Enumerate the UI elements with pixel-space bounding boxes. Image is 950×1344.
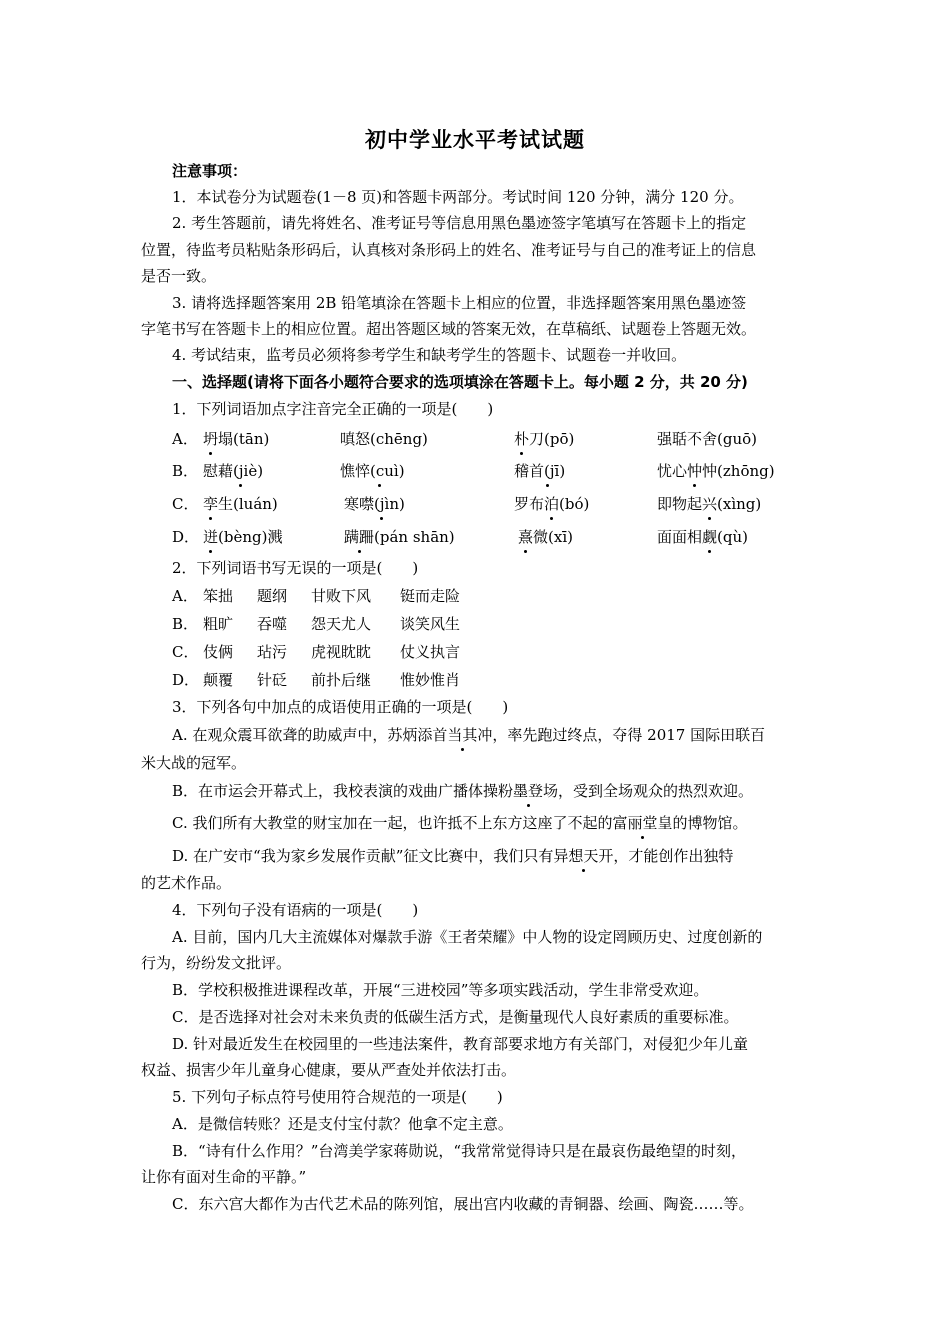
q3-c-idiom: 富丽堂皇 bbox=[612, 814, 673, 832]
q2-b-w2: 吞噬 bbox=[257, 615, 288, 633]
q2-d-w4: 惟妙惟肖 bbox=[400, 671, 461, 689]
q2-b-label: B． bbox=[172, 615, 199, 633]
q1-d-label: D． bbox=[172, 528, 200, 546]
q2-b-w4: 谈笑风生 bbox=[400, 615, 461, 633]
dotted-char: 兴 bbox=[702, 495, 718, 513]
word-rest: (pán shān) bbox=[374, 528, 455, 546]
q2-d-label: D． bbox=[172, 671, 200, 689]
q1-c-2 bbox=[344, 493, 405, 515]
q2-b-w1: 粗旷 bbox=[203, 615, 234, 633]
dotted-chars: 蹒跚 bbox=[344, 528, 375, 546]
word-rest: (xìng) bbox=[717, 495, 762, 513]
q3-stem: 3．下列各句中加点的成语使用正确的一项是( ) bbox=[172, 698, 509, 716]
word-rest: 忡(zhōng) bbox=[702, 462, 775, 480]
section-1-heading: 一、选择题(请将下面各小题符合要求的选项填涂在答题卡上。每小题 2 分，共 20 分) bbox=[172, 373, 748, 391]
q1-d-4 bbox=[657, 526, 748, 548]
q3-a-idiom: 首当其冲 bbox=[432, 726, 493, 744]
dotted-char: 首(jī) bbox=[529, 462, 566, 480]
q1-a-1 bbox=[203, 428, 269, 450]
q2-a-w2: 题纲 bbox=[257, 587, 288, 605]
q1-b-2 bbox=[340, 460, 405, 482]
q1-stem: 1．下列词语加点字注音完全正确的一项是( ) bbox=[172, 400, 494, 418]
word-part: 慰 bbox=[203, 462, 219, 480]
q3-b-text-2: ，受到全场观众的热烈欢迎。 bbox=[558, 782, 754, 800]
dotted-char: 噤(jìn) bbox=[359, 495, 405, 513]
note-2b: 位置，待监考员粘贴条形码后，认真核对条形码上的姓名、准考证号与自己的准考证上的信息 bbox=[141, 241, 757, 259]
q2-a-w1: 笨拙 bbox=[203, 587, 234, 605]
q1-c-label: C． bbox=[172, 495, 199, 513]
notes-heading: 注意事项： bbox=[172, 162, 248, 180]
q5-c: C．东六宫大都作为古代艺术品的陈列馆，展出宫内收藏的青铜器、绘画、陶瓷……等。 bbox=[172, 1195, 754, 1213]
q2-d-w2: 针砭 bbox=[257, 671, 288, 689]
q2-a-w3: 甘败下风 bbox=[311, 587, 372, 605]
q3-d-text: D. 在广安市“我为家乡发展作贡献”征文比赛中，我们只有 bbox=[172, 847, 554, 865]
note-1: 1．本试卷分为试题卷(1－8 页)和答题卡两部分。考试时间 120 分钟，满分 120 分。 bbox=[172, 188, 744, 206]
q1-a-label: A． bbox=[172, 430, 198, 448]
q4-d-cont: 权益、损害少年儿童身心健康，要从严查处并依法打击。 bbox=[141, 1061, 517, 1079]
q2-b-w3: 怨天尤人 bbox=[311, 615, 372, 633]
dotted-char: 觑 bbox=[702, 528, 718, 546]
q3-a bbox=[172, 724, 852, 746]
note-4: 4. 考试结束，监考员必须将参考学生和缺考学生的答题卡、试题卷一并收回。 bbox=[172, 346, 687, 364]
word-rest: 生(luán) bbox=[218, 495, 278, 513]
q2-a-label: A． bbox=[172, 587, 198, 605]
q1-c-1 bbox=[203, 493, 278, 515]
q2-stem: 2．下列词语书写无误的一项是( ) bbox=[172, 559, 419, 577]
q1-d-1 bbox=[203, 526, 282, 548]
q1-b-label: B． bbox=[172, 462, 199, 480]
word-part: 忧心 bbox=[657, 462, 688, 480]
q3-c-text-2: 的博物馆。 bbox=[672, 814, 748, 832]
word-part: 憔 bbox=[340, 462, 356, 480]
q4-a-cont: 行为，纷纷发文批评。 bbox=[141, 954, 292, 972]
q3-a-text: A. 在观众震耳欲聋的助威声中，苏炳添 bbox=[172, 726, 433, 744]
q1-d-2 bbox=[344, 526, 455, 548]
q4-stem: 4．下列句子没有语病的一项是( ) bbox=[172, 901, 419, 919]
q1-a-2: 嗔怒(chēng) bbox=[340, 430, 428, 448]
q1-b-3 bbox=[514, 460, 565, 482]
word-rest: (bó) bbox=[559, 495, 590, 513]
q2-a-w4: 铤而走险 bbox=[400, 587, 461, 605]
dotted-char: 熹 bbox=[518, 528, 534, 546]
note-3a: 3. 请将选择题答案用 2B 铅笔填涂在答题卡上相应的位置，非选择题答案用黑色墨迹签 bbox=[172, 294, 747, 312]
q5-stem: 5. 下列句子标点符号使用符合规范的一项是( ) bbox=[172, 1088, 503, 1106]
q5-a: A．是微信转账？还是支付宝付款？他拿不定主意。 bbox=[172, 1115, 513, 1133]
word-part: 罗布 bbox=[514, 495, 545, 513]
q2-c-w2: 玷污 bbox=[257, 643, 288, 661]
q1-a-3 bbox=[514, 428, 574, 450]
q2-d-w1: 颠覆 bbox=[203, 671, 234, 689]
q3-c-text: C. 我们所有大教堂的财宝加在一起，也许抵不上东方这座了不起的 bbox=[172, 814, 613, 832]
dotted-char: 朴 bbox=[514, 430, 530, 448]
word-rest: (qù) bbox=[717, 528, 748, 546]
q3-d-cont: 的艺术作品。 bbox=[141, 874, 232, 892]
q2-c-w3: 虎视眈眈 bbox=[311, 643, 372, 661]
word-part: 寒 bbox=[344, 495, 360, 513]
dotted-char: 迸 bbox=[203, 528, 219, 546]
dotted-char: 坍 bbox=[203, 430, 219, 448]
q2-c-label: C． bbox=[172, 643, 199, 661]
q3-c bbox=[172, 812, 852, 834]
q1-d-3 bbox=[518, 526, 573, 548]
word-rest: 刀(pō) bbox=[529, 430, 575, 448]
q1-c-3 bbox=[514, 493, 589, 515]
word-part: 面面相 bbox=[657, 528, 703, 546]
q3-d bbox=[172, 845, 852, 867]
dotted-char: 孪 bbox=[203, 495, 219, 513]
q1-c-4 bbox=[657, 493, 761, 515]
q5-b: B．“诗有什么作用？”台湾美学家蒋勋说，“我常常觉得诗只是在最哀伤最绝望的时刻， bbox=[172, 1142, 747, 1160]
word-rest: 微(xī) bbox=[533, 528, 573, 546]
q3-d-idiom: 异想天开 bbox=[553, 847, 614, 865]
q2-c-w4: 仗义执言 bbox=[400, 643, 461, 661]
q5-b-cont: 让你有面对生命的平静。” bbox=[141, 1168, 307, 1186]
q4-d: D. 针对最近发生在校园里的一些违法案件，教育部要求地方有关部门，对侵犯少年儿童 bbox=[172, 1035, 749, 1053]
q4-b: B．学校积极推进课程改革，开展“三进校园”等多项实践活动，学生非常受欢迎。 bbox=[172, 981, 709, 999]
q4-a: A. 目前，国内几大主流媒体对爆款手游《王者荣耀》中人物的设定罔顾历史、过度创新的 bbox=[172, 928, 763, 946]
note-2c: 是否一致。 bbox=[141, 267, 217, 285]
q3-a-cont: 米大战的冠军。 bbox=[141, 754, 247, 772]
word-part: 稽 bbox=[514, 462, 530, 480]
dotted-char: 泊 bbox=[544, 495, 560, 513]
q3-a-text-2: ，率先跑过终点，夺得 2017 国际田联百 bbox=[492, 726, 766, 744]
note-2a: 2. 考生答题前，请先将姓名、准考证号等信息用黑色墨迹签字笔填写在答题卡上的指定 bbox=[172, 214, 747, 232]
q3-b bbox=[172, 780, 852, 802]
note-3b: 字笔书写在答题卡上的相应位置。超出答题区域的答案无效，在草稿纸、试题卷上答题无效。 bbox=[141, 320, 757, 338]
q1-a-4: 强聒不舍(guō) bbox=[657, 430, 757, 448]
q1-b-4 bbox=[657, 460, 775, 482]
dotted-char: 忡 bbox=[687, 462, 703, 480]
word-part: 即物起 bbox=[657, 495, 703, 513]
word-rest: (bèng)溅 bbox=[218, 528, 283, 546]
q1-b-1 bbox=[203, 460, 263, 482]
q4-c: C．是否选择对社会对未来负责的低碳生活方式，是衡量现代人良好素质的重要标准。 bbox=[172, 1008, 739, 1026]
dotted-char: 悴(cuì) bbox=[355, 462, 405, 480]
q2-c-w1: 伎俩 bbox=[203, 643, 234, 661]
q2-d-w3: 前扑后继 bbox=[311, 671, 372, 689]
q3-b-idiom: 粉墨登场 bbox=[498, 782, 559, 800]
q3-b-text: B．在市运会开幕式上，我校表演的戏曲广播体操 bbox=[172, 782, 499, 800]
word-rest: 塌(tān) bbox=[218, 430, 270, 448]
dotted-char: 藉(jiè) bbox=[218, 462, 264, 480]
page-title: 初中学业水平考试试题 bbox=[365, 128, 585, 152]
q3-d-text-2: ，才能创作出独特 bbox=[613, 847, 734, 865]
